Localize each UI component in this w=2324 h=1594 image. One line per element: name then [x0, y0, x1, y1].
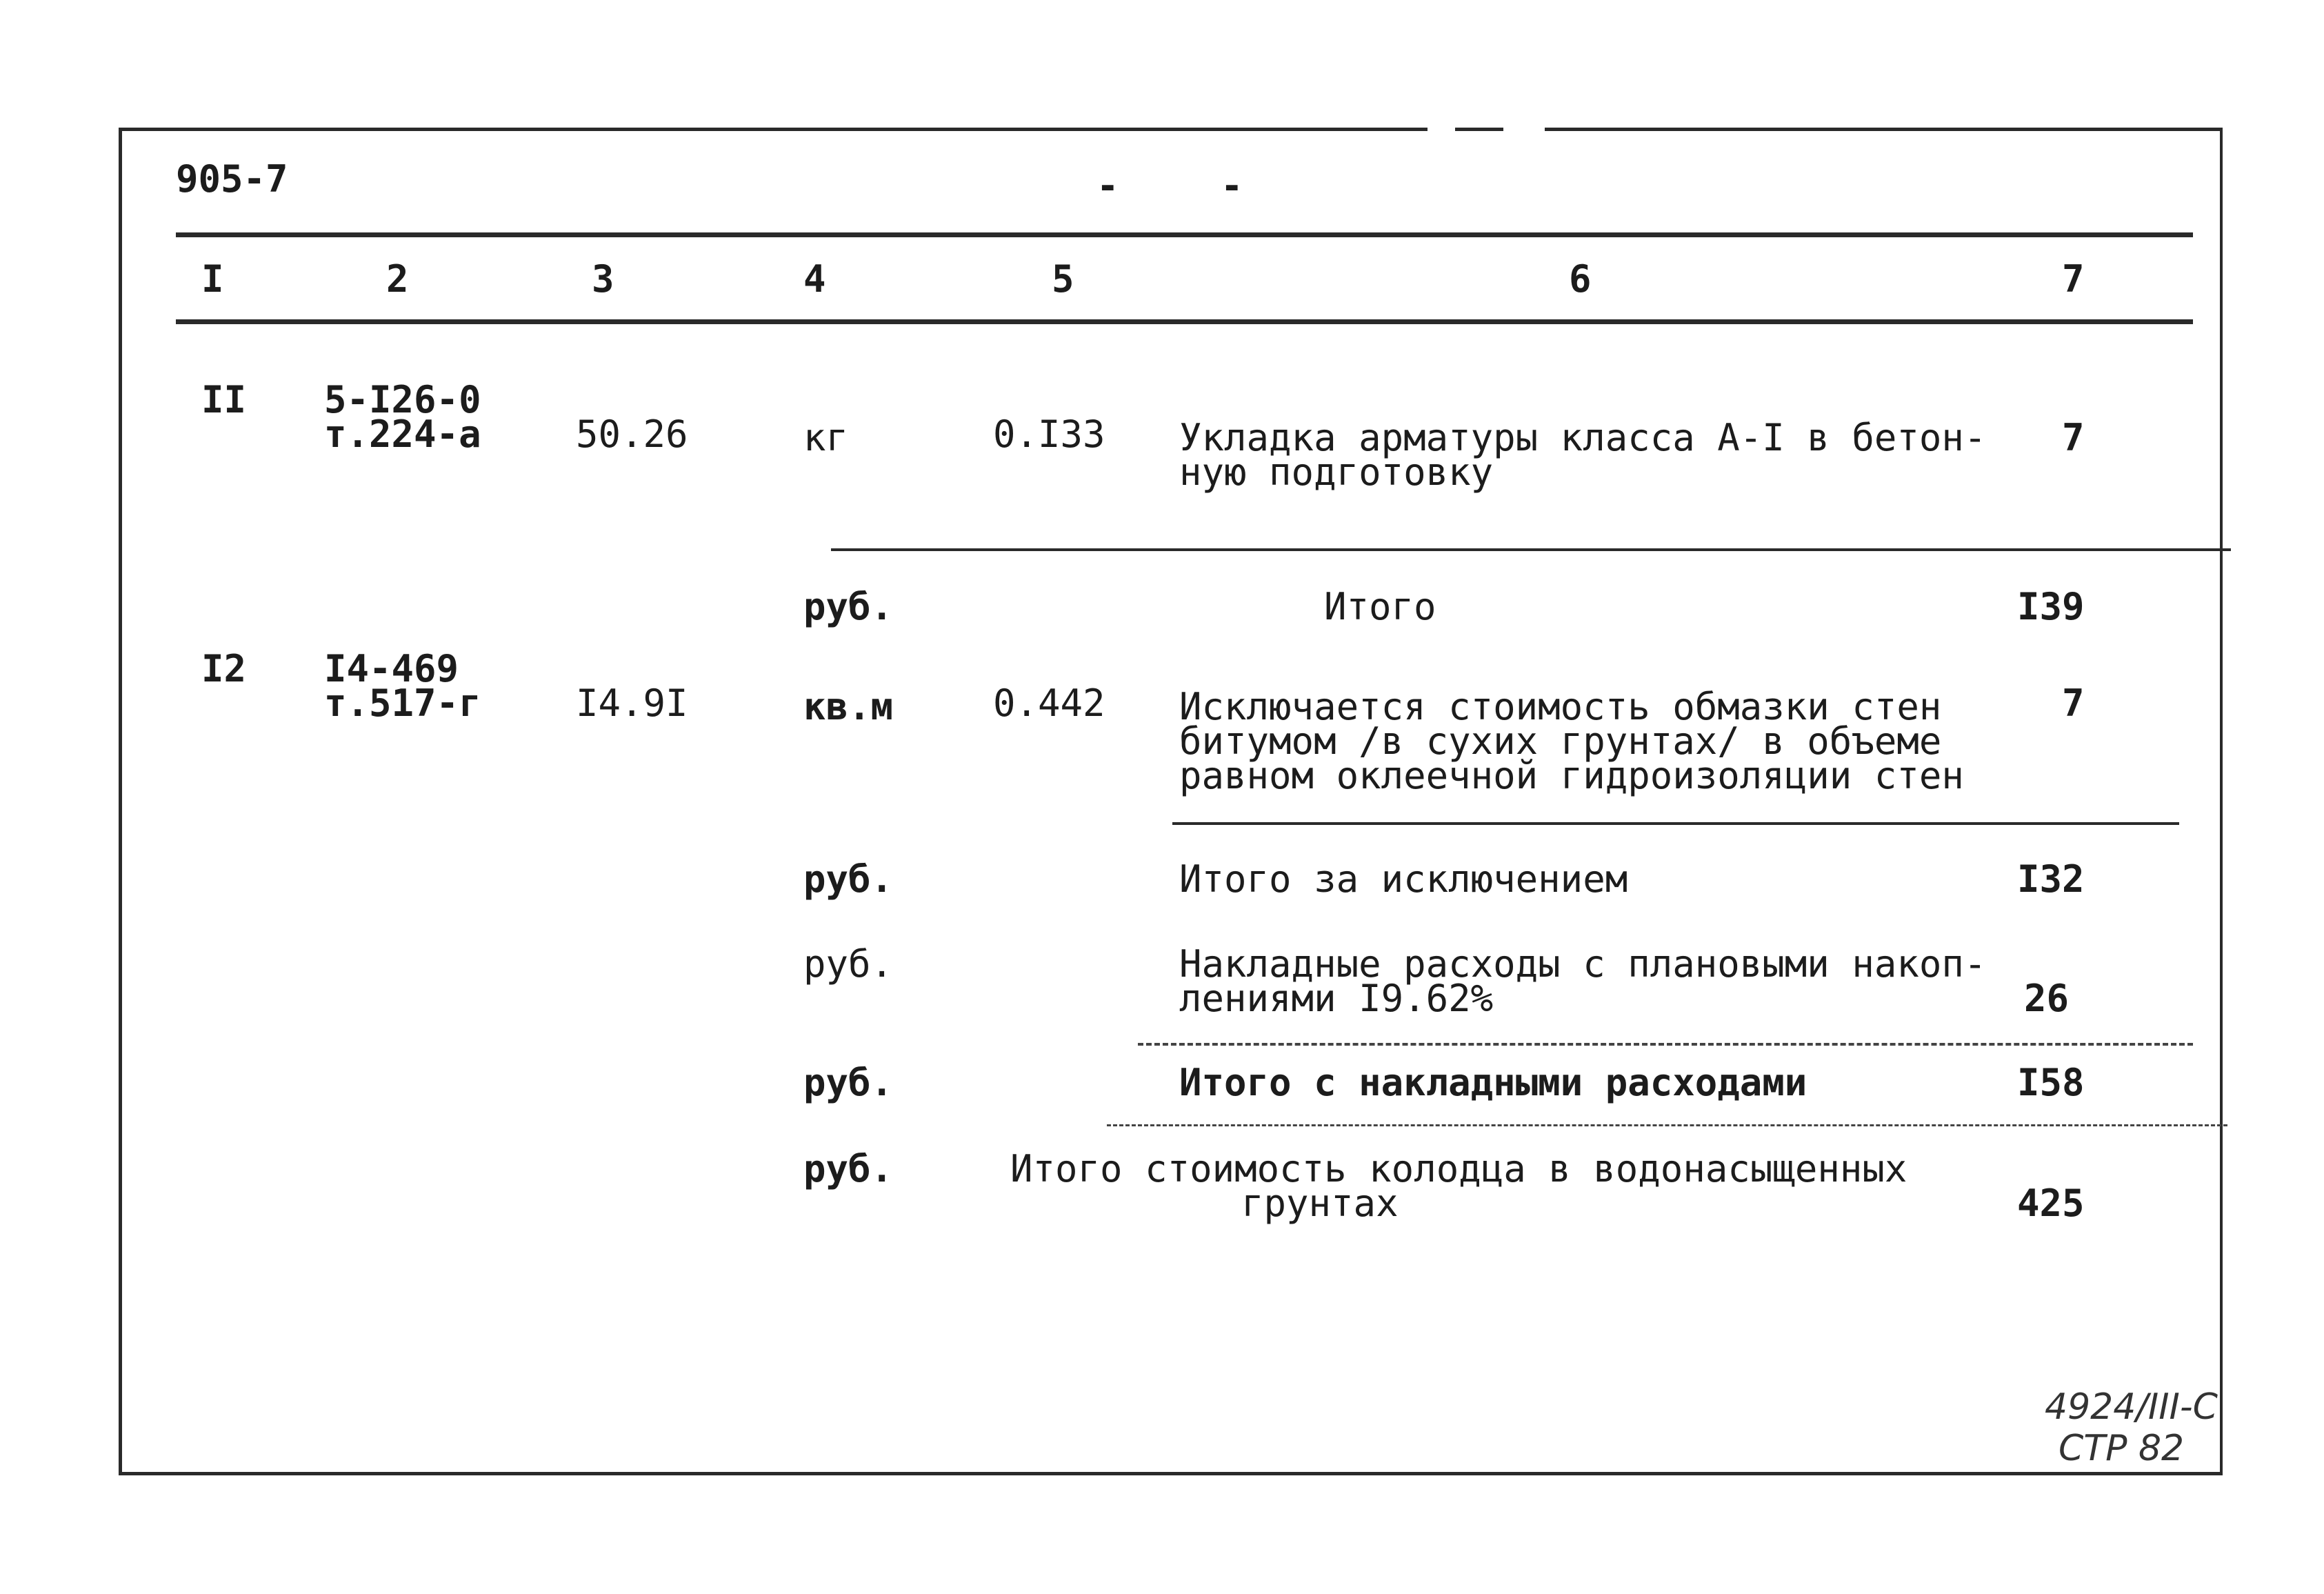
column-number: 6 — [1569, 257, 1592, 301]
column-number: 5 — [1052, 257, 1074, 301]
row-unit: кв.м — [803, 685, 894, 728]
total-label: Итого стоимость колодца в водонасыщенных — [1010, 1147, 1907, 1190]
row-unit: руб. — [803, 857, 894, 901]
column-number: 4 — [803, 257, 826, 301]
row-quantity: I4.9I — [576, 681, 688, 725]
row-reference: 5-I26-0 — [324, 378, 481, 421]
row-separator — [831, 548, 2231, 551]
row-separator — [1172, 822, 2179, 825]
row-unit: руб. — [803, 1147, 894, 1190]
row-description: Исключается стоимость обмазки стен — [1179, 685, 1942, 728]
row-description: ную подготовку — [1179, 450, 1494, 494]
header-rule-top — [176, 232, 2193, 237]
page-frame — [119, 128, 2223, 1475]
row-description: Укладка арматуры класса А-I в бетон- — [1179, 416, 1987, 459]
row-reference: т.517-г — [324, 681, 481, 725]
column-number: 2 — [386, 257, 409, 301]
column-number: 3 — [592, 257, 614, 301]
subtotal-label: Итого — [1324, 585, 1436, 628]
subtotal-value: I58 — [2017, 1061, 2085, 1104]
row-quantity: 50.26 — [576, 412, 688, 456]
row-number: II — [201, 378, 247, 421]
document-code: 905-7 — [176, 157, 288, 201]
row-separator — [1107, 1124, 2227, 1126]
total-label: грунтах — [1241, 1182, 1399, 1225]
row-separator — [1138, 1043, 2193, 1046]
row-unit: руб. — [803, 585, 894, 628]
row-reference: т.224-а — [324, 412, 481, 456]
column-number: 7 — [2062, 257, 2085, 301]
header-dash: - — [1221, 164, 1243, 208]
row-reference: I4-469 — [324, 647, 459, 690]
row-unit: руб. — [803, 942, 894, 986]
row-coefficient: 0.442 — [993, 681, 1105, 725]
row-description: равном оклеечной гидроизоляции стен — [1179, 754, 1964, 797]
handwritten-stamp: 4924/III-С — [2045, 1386, 2218, 1428]
row-number: I2 — [201, 647, 247, 690]
row-value: 7 — [2062, 416, 2085, 459]
overhead-value: 26 — [2024, 977, 2070, 1020]
row-description: битумом /в сухих грунтах/ в объеме — [1179, 719, 1942, 763]
overhead-label: Накладные расходы с плановыми накоп- — [1179, 942, 1987, 986]
subtotal-value: I32 — [2017, 857, 2085, 901]
row-value: 7 — [2062, 681, 2085, 725]
handwritten-stamp: СТР 82 — [2058, 1428, 2185, 1469]
frame-gap — [1428, 126, 1455, 133]
total-value: 425 — [2017, 1182, 2085, 1225]
subtotal-label: Итого за исключением — [1179, 857, 1628, 901]
header-dash: - — [1096, 164, 1119, 208]
row-unit: кг — [803, 416, 849, 459]
subtotal-label: Итого с накладными расходами — [1179, 1061, 1807, 1104]
frame-gap — [1503, 126, 1545, 133]
overhead-label: лениями I9.62% — [1179, 977, 1494, 1020]
row-coefficient: 0.I33 — [993, 412, 1105, 456]
subtotal-value: I39 — [2017, 585, 2085, 628]
column-number: I — [201, 257, 224, 301]
header-rule-bottom — [176, 319, 2193, 324]
row-unit: руб. — [803, 1061, 894, 1104]
